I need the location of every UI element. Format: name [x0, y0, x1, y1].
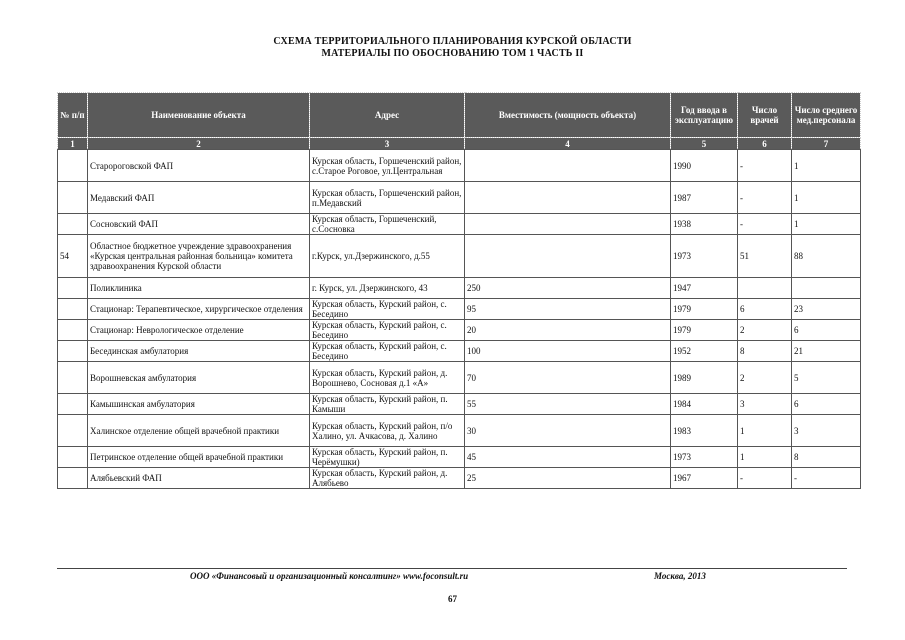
- column-number: 3: [310, 138, 465, 150]
- table-cell: 70: [465, 362, 671, 394]
- table-cell: 55: [465, 394, 671, 415]
- table-cell: Курская область, Курский район, с. Беседино: [310, 299, 465, 320]
- table-cell: Сосновский ФАП: [88, 214, 310, 235]
- table-cell: 6: [792, 394, 861, 415]
- table-cell: [58, 182, 88, 214]
- table-cell: Курская область, Курский район, п/о Халино, ул. Ачкасова, д. Халино: [310, 415, 465, 447]
- table-cell: г.Курск, ул.Дзержинского, д.55: [310, 235, 465, 278]
- table-cell: [58, 299, 88, 320]
- objects-table: [57, 92, 861, 489]
- table-cell: -: [738, 468, 792, 489]
- table-cell: 21: [792, 341, 861, 362]
- table-cell: Курская область, Курский район, д. Алябьево: [310, 468, 465, 489]
- table-cell: 51: [738, 235, 792, 278]
- table-cell: 100: [465, 341, 671, 362]
- table-cell: [58, 415, 88, 447]
- table-cell: Курская область, Курский район, с. Беседино: [310, 341, 465, 362]
- column-numbers-row: [58, 138, 861, 150]
- table-cell: Областное бюджетное учреждение здравоохранения «Курская центральная районная больница» комитета здравоохранения Курской области: [88, 235, 310, 278]
- table-cell: Петринское отделение общей врачебной практики: [88, 447, 310, 468]
- table-row: [58, 468, 861, 489]
- table-cell: Халинское отделение общей врачебной практики: [88, 415, 310, 447]
- table-cell: [58, 320, 88, 341]
- table-cell: Медавский ФАП: [88, 182, 310, 214]
- table-row: [58, 299, 861, 320]
- table-cell: Стационар: Терапевтическое, хирургическое отделения: [88, 299, 310, 320]
- table-row: [58, 320, 861, 341]
- page-number: 67: [448, 594, 457, 604]
- column-header: Год ввода в эксплуатацию: [671, 93, 738, 138]
- table-cell: Камышинская амбулатория: [88, 394, 310, 415]
- page-title: [0, 36, 905, 60]
- table-cell: Стационар: Неврологическое отделение: [88, 320, 310, 341]
- table-cell: 3: [792, 415, 861, 447]
- column-number: 4: [465, 138, 671, 150]
- table-row: [58, 341, 861, 362]
- table-cell: Курская область, Курский район, с. Беседино: [310, 320, 465, 341]
- table-cell: [58, 341, 88, 362]
- table-cell: 1979: [671, 320, 738, 341]
- table-row: [58, 415, 861, 447]
- column-header: Наименование объекта: [88, 93, 310, 138]
- table-cell: 95: [465, 299, 671, 320]
- table-cell: 1973: [671, 447, 738, 468]
- table-cell: [465, 182, 671, 214]
- table-row: [58, 235, 861, 278]
- table-cell: 20: [465, 320, 671, 341]
- table-cell: 2: [738, 320, 792, 341]
- table-cell: Бесединская амбулатория: [88, 341, 310, 362]
- column-header: Число среднего мед.персонала: [792, 93, 861, 138]
- table-cell: 1984: [671, 394, 738, 415]
- table-cell: 1: [738, 447, 792, 468]
- table-cell: 1947: [671, 278, 738, 299]
- table-cell: 250: [465, 278, 671, 299]
- table-cell: 1973: [671, 235, 738, 278]
- table-cell: [792, 278, 861, 299]
- table-cell: 2: [738, 362, 792, 394]
- table-cell: 1979: [671, 299, 738, 320]
- column-header: Число врачей: [738, 93, 792, 138]
- table-cell: 1: [792, 214, 861, 235]
- footer-company: ООО «Финансовый и организационный консалтинг» www.foconsult.ru: [190, 571, 469, 581]
- table-cell: Курская область, Курский район, п. Камыши: [310, 394, 465, 415]
- title-line-1: СХЕМА ТЕРРИТОРИАЛЬНОГО ПЛАНИРОВАНИЯ КУРСКОЙ ОБЛАСТИ: [273, 36, 632, 47]
- column-number: 1: [58, 138, 88, 150]
- table-cell: г. Курск, ул. Дзержинского, 43: [310, 278, 465, 299]
- table-cell: Курская область, Курский район, п. Черёмушки): [310, 447, 465, 468]
- table-cell: [58, 278, 88, 299]
- table-cell: Поликлиника: [88, 278, 310, 299]
- table-cell: 1983: [671, 415, 738, 447]
- table-cell: 6: [738, 299, 792, 320]
- table-cell: 1987: [671, 182, 738, 214]
- table-cell: -: [738, 150, 792, 182]
- table-cell: [738, 278, 792, 299]
- table-row: [58, 394, 861, 415]
- table-row: [58, 214, 861, 235]
- table-cell: [58, 468, 88, 489]
- column-number: 5: [671, 138, 738, 150]
- table-cell: Алябьевский ФАП: [88, 468, 310, 489]
- table-cell: 5: [792, 362, 861, 394]
- table-cell: [465, 150, 671, 182]
- table-cell: 1952: [671, 341, 738, 362]
- column-number: 7: [792, 138, 861, 150]
- table-cell: [58, 214, 88, 235]
- table-row: [58, 182, 861, 214]
- column-header: № п/п: [58, 93, 88, 138]
- table-cell: 45: [465, 447, 671, 468]
- column-header: Вместимость (мощность объекта): [465, 93, 671, 138]
- table-cell: -: [738, 214, 792, 235]
- footer-divider: [57, 568, 847, 569]
- table-cell: Курская область, Горшеченский район, п.Медавский: [310, 182, 465, 214]
- table-cell: 1: [738, 415, 792, 447]
- column-number: 6: [738, 138, 792, 150]
- table-cell: 1: [792, 150, 861, 182]
- table-cell: 54: [58, 235, 88, 278]
- table-row: [58, 447, 861, 468]
- title-line-2: МАТЕРИАЛЫ ПО ОБОСНОВАНИЮ ТОМ 1 ЧАСТЬ II: [321, 48, 584, 59]
- table-cell: Курская область, Горшеченский район, с.Старое Роговое, ул.Центральная: [310, 150, 465, 182]
- table-cell: [465, 214, 671, 235]
- table-cell: 1: [792, 182, 861, 214]
- table-cell: Курская область, Горшеченский, с.Сосновка: [310, 214, 465, 235]
- table-cell: [58, 150, 88, 182]
- column-header: Адрес: [310, 93, 465, 138]
- table-cell: 1938: [671, 214, 738, 235]
- table-cell: Старороговской ФАП: [88, 150, 310, 182]
- table-cell: 23: [792, 299, 861, 320]
- table-cell: 3: [738, 394, 792, 415]
- table-row: [58, 150, 861, 182]
- table-cell: [58, 362, 88, 394]
- table-body: [58, 150, 861, 489]
- table-cell: -: [738, 182, 792, 214]
- table-cell: -: [792, 468, 861, 489]
- table-cell: 30: [465, 415, 671, 447]
- table-cell: [465, 235, 671, 278]
- footer-city-year: Москва, 2013: [654, 571, 706, 581]
- table-header-row: [58, 93, 861, 138]
- column-number: 2: [88, 138, 310, 150]
- table-cell: 1967: [671, 468, 738, 489]
- table-cell: 25: [465, 468, 671, 489]
- table-cell: 1990: [671, 150, 738, 182]
- table-row: [58, 362, 861, 394]
- table-cell: 8: [792, 447, 861, 468]
- table-cell: [58, 447, 88, 468]
- table-row: [58, 278, 861, 299]
- table-cell: Курская область, Курский район, д. Ворошнево, Сосновая д.1 «А»: [310, 362, 465, 394]
- table-cell: 8: [738, 341, 792, 362]
- table-cell: 88: [792, 235, 861, 278]
- table-cell: [58, 394, 88, 415]
- table-cell: Ворошневская амбулатория: [88, 362, 310, 394]
- table-cell: 1989: [671, 362, 738, 394]
- table-cell: 6: [792, 320, 861, 341]
